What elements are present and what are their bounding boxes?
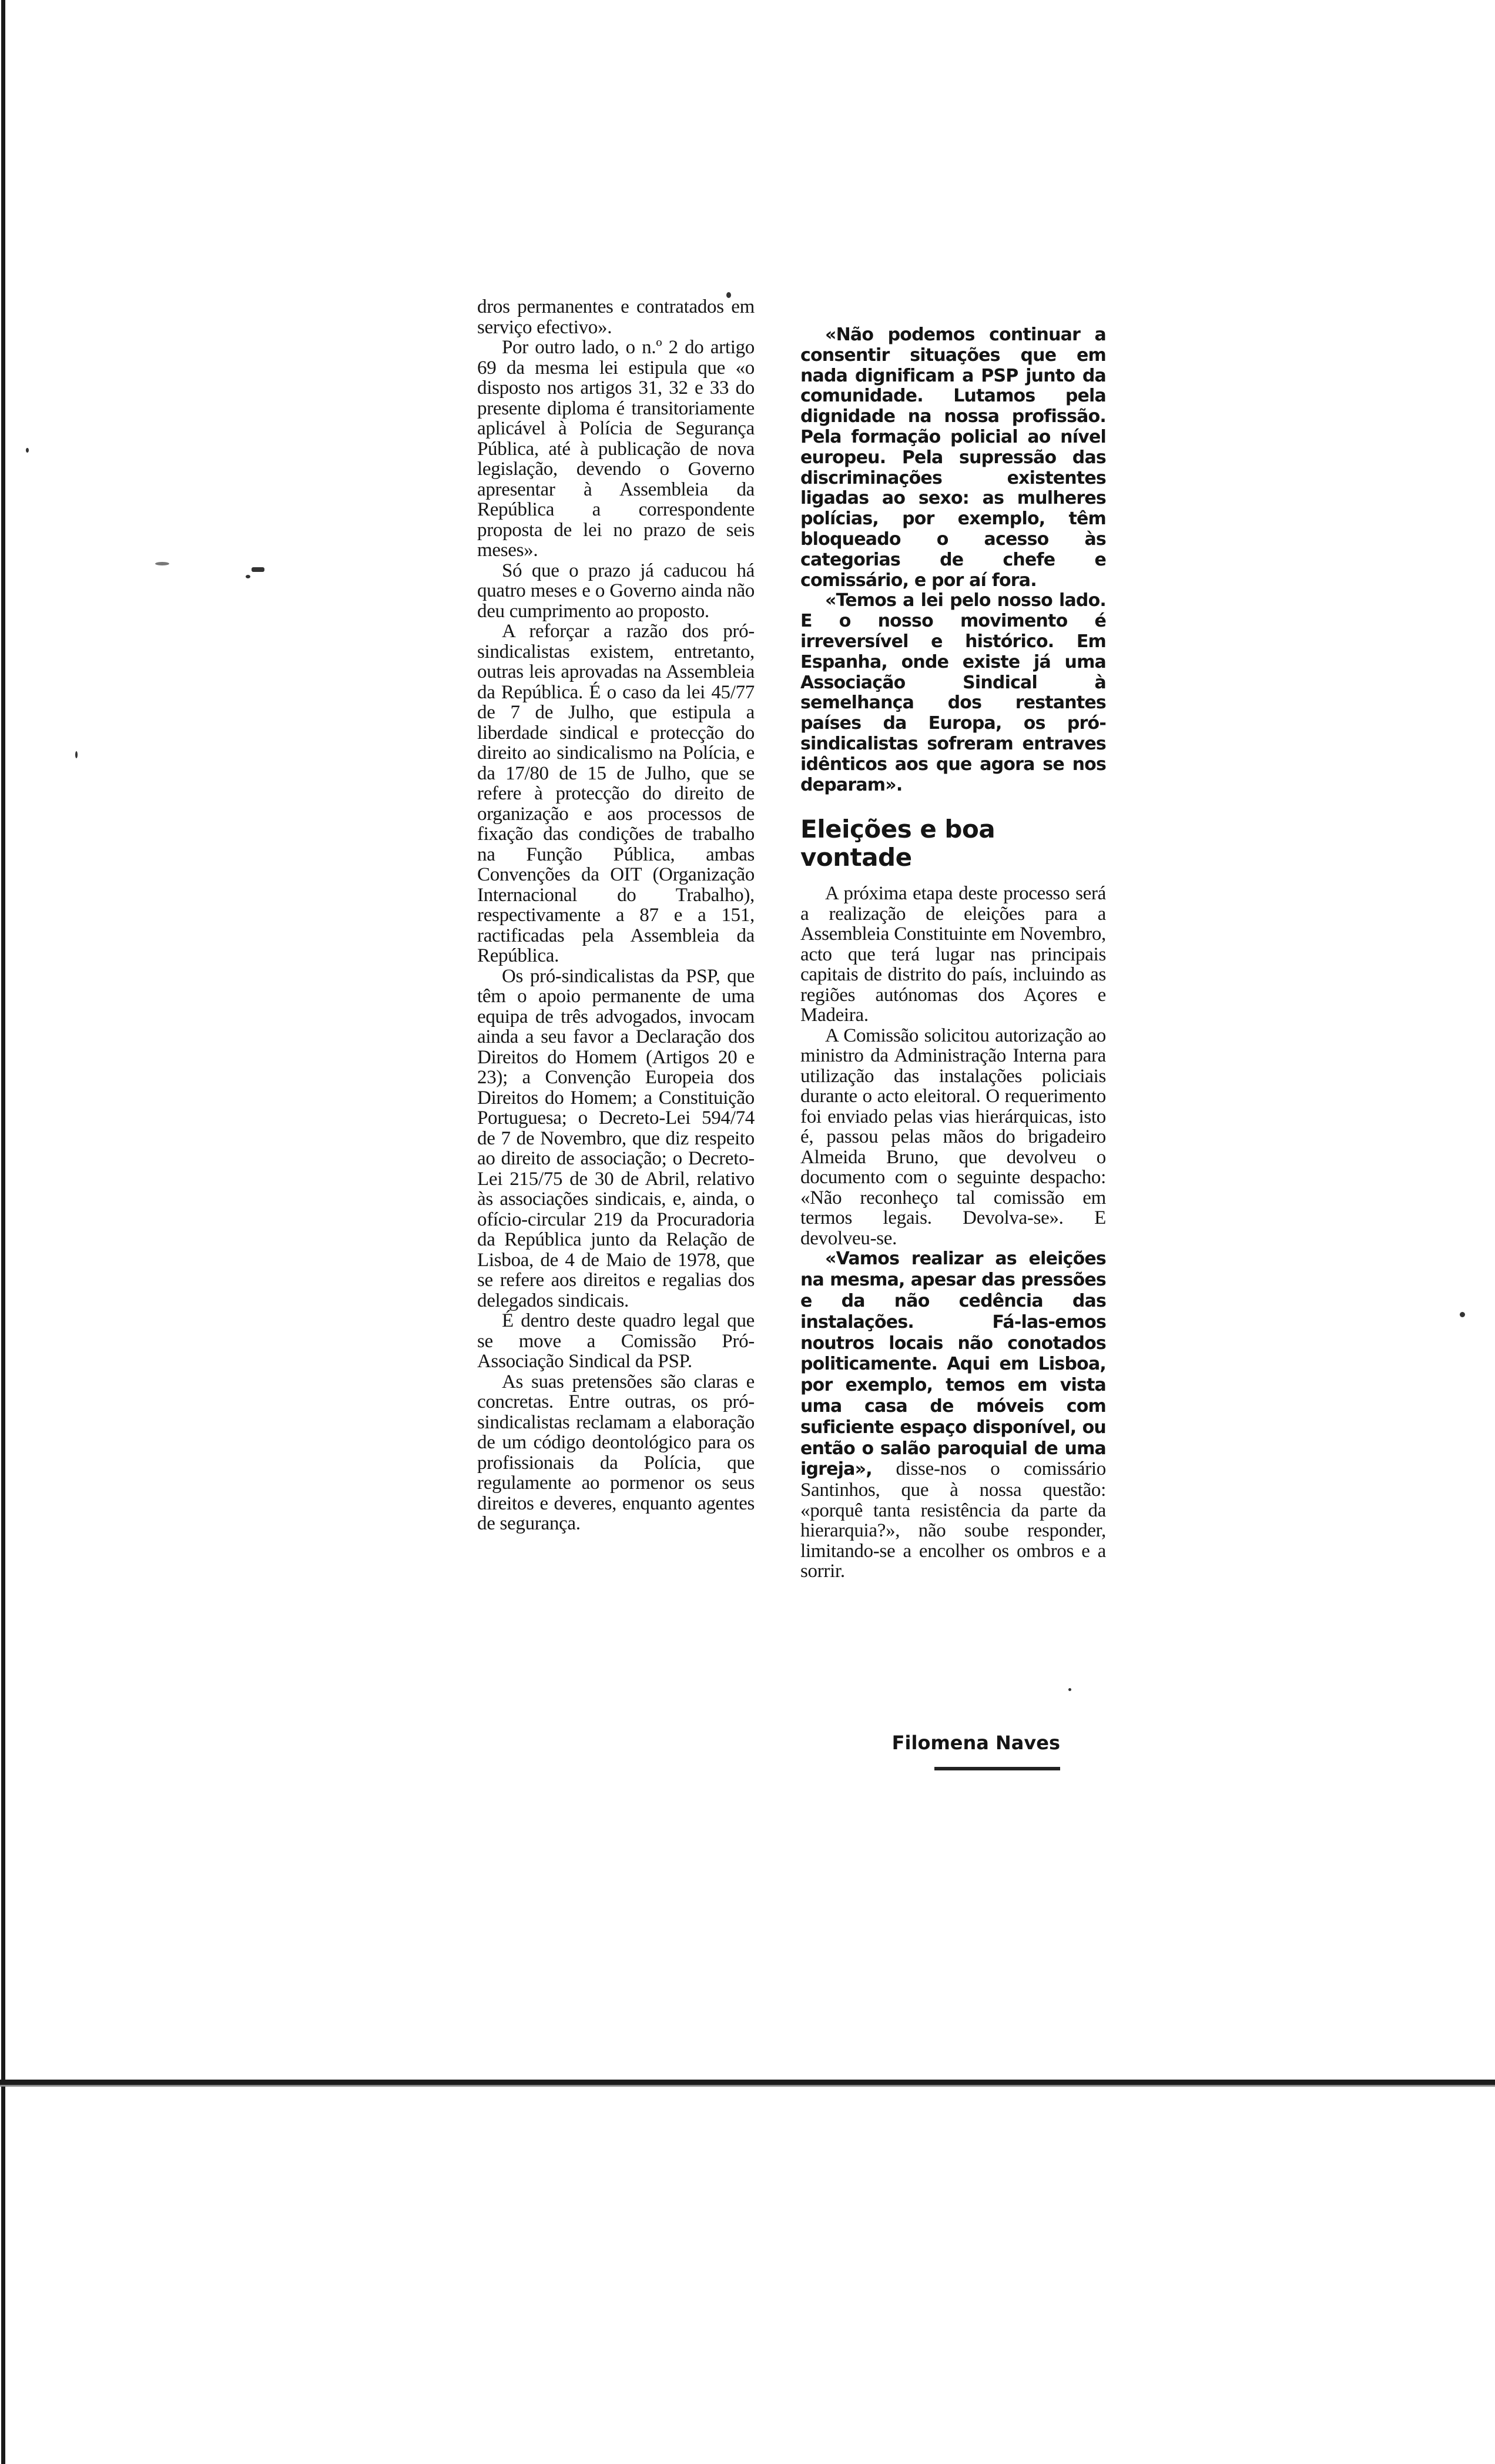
author-byline: Filomena Naves (891, 1732, 1060, 1754)
paragraph: É dentro deste quadro legal que se move a Comissão Pró-Associação Sindical da PSP. (477, 1310, 755, 1372)
section-subheading: Eleições e boa vontade (800, 815, 995, 872)
quote-paragraph: «Temos a lei pelo nosso lado. E o nosso movimento é irreversível e histórico. Em Espanha, onde existe já uma Associação Sindical à semelhança dos restantes países da Europa, os pró-sindicalistas sofreram entraves idênticos aos que agora se nos deparam». (800, 590, 1106, 795)
article-right-column (800, 325, 1106, 1582)
paragraph: dros permanentes e contratados em serviço efectivo». (477, 296, 755, 338)
paragraph: Só que o prazo já caducou há quatro meses e o Governo ainda não deu cumprimento ao proposto. (477, 560, 755, 622)
article-left-column (477, 297, 755, 1534)
ink-speck (155, 562, 169, 565)
page-edge-shadow (1, 0, 5, 2464)
closing-text: disse-nos o comissário Santinhos, que à nossa questão: «porquê tanta resistência da parte da hierarquia?», não soube responder, limitando-se a encolher os ombros e a sorrir. (800, 1458, 1106, 1582)
ink-speck (252, 567, 264, 572)
ink-speck (1068, 1688, 1071, 1691)
ink-speck (246, 575, 250, 578)
paragraph: A reforçar a razão dos pró-sindicalistas existem, entretanto, outras leis aprovadas na Assembleia da República. É o caso da lei 45/77 de 7 de Julho, que estipula a liberdade sindical e protecção do direito ao sindicalismo na Polícia, e da 17/80 de 15 de Julho, que se refere à protecção do direito de organização e aos processos de fixação das condições de trabalho na Função Pública, ambas Convenções da OIT (Organização Internacional do Trabalho), respectivamente a 87 e a 151, ractificadas pela Assembleia da República. (477, 621, 755, 966)
page-fold-shade (0, 2085, 1495, 2087)
ink-speck (75, 751, 78, 758)
page-fold-line (0, 2080, 1495, 2085)
byline-rule (934, 1767, 1060, 1770)
closing-quote: «Vamos realizar as eleições na mesma, apesar das pressões e da não cedência das instalações. Fá-las-emos noutros locais não conotados politicamente. Aqui em Lisboa, por exemplo, temos em vista uma casa de móveis com suficiente espaço disponível, ou então o salão paroquial de uma igreja», (800, 1248, 1106, 1480)
ink-speck (1460, 1312, 1465, 1317)
paragraph: A próxima etapa deste processo será a realização de eleições para a Assembleia Constituinte em Novembro, acto que terá lugar nas principais capitais de distrito do país, incluindo as regiões autónomas dos Açores e Madeira. (800, 883, 1106, 1026)
paragraph: Os pró-sindicalistas da PSP, que têm o apoio permanente de uma equipa de três advogados, invocam ainda a seu favor a Declaração dos Direitos do Homem (Artigos 20 e 23); a Convenção Europeia dos Direitos do Homem; a Constituição Portuguesa; o Decreto-Lei 594/74 de 7 de Novembro, que diz respeito ao direito de associação; o Decreto-Lei 215/75 de 30 de Abril, relativo às associações sindicais, e, ainda, o ofício-circular 219 da Procuradoria da República junto da Relação de Lisboa, de 4 de Maio de 1978, que se refere aos direitos e regalias dos delegados sindicais. (477, 965, 755, 1311)
ink-speck (26, 448, 29, 453)
quote-paragraph: «Não podemos continuar a consentir situações que em nada dignificam a PSP junto da comunidade. Lutamos pela dignidade na nossa profissão. Pela formação policial ao nível europeu. Pela supressão das discriminações existentes ligadas ao sexo: as mulheres polícias, por exemplo, têm bloqueado o acesso às categorias de chefe e comissário, e por aí fora. (800, 324, 1106, 591)
paragraph: As suas pretensões são claras e concretas. Entre outras, os pró-sindicalistas reclamam a elaboração de um código deontológico para os profissionais da Polícia, que regulamente ao pormenor os seus direitos e deveres, enquanto agentes de segurança. (477, 1371, 755, 1534)
paragraph: Por outro lado, o n.º 2 do artigo 69 da mesma lei estipula que «o disposto nos artigos 31, 32 e 33 do presente diploma é transitoriamente aplicável à Polícia de Segurança Pública, até à publicação de nova legislação, devendo o Governo apresentar à Assembleia da República a correspondente proposta de lei no prazo de seis meses». (477, 337, 755, 561)
closing-paragraph (800, 1248, 1106, 1581)
paragraph: A Comissão solicitou autorização ao ministro da Administração Interna para utilização das instalações policiais durante o acto eleitoral. O requerimento foi enviado pelas vias hierárquicas, isto é, passou pelas mãos do brigadeiro Almeida Bruno, que devolveu o documento com o seguinte despacho: «Não reconheço tal comissão em termos legais. Devolva-se». E devolveu-se. (800, 1025, 1106, 1249)
